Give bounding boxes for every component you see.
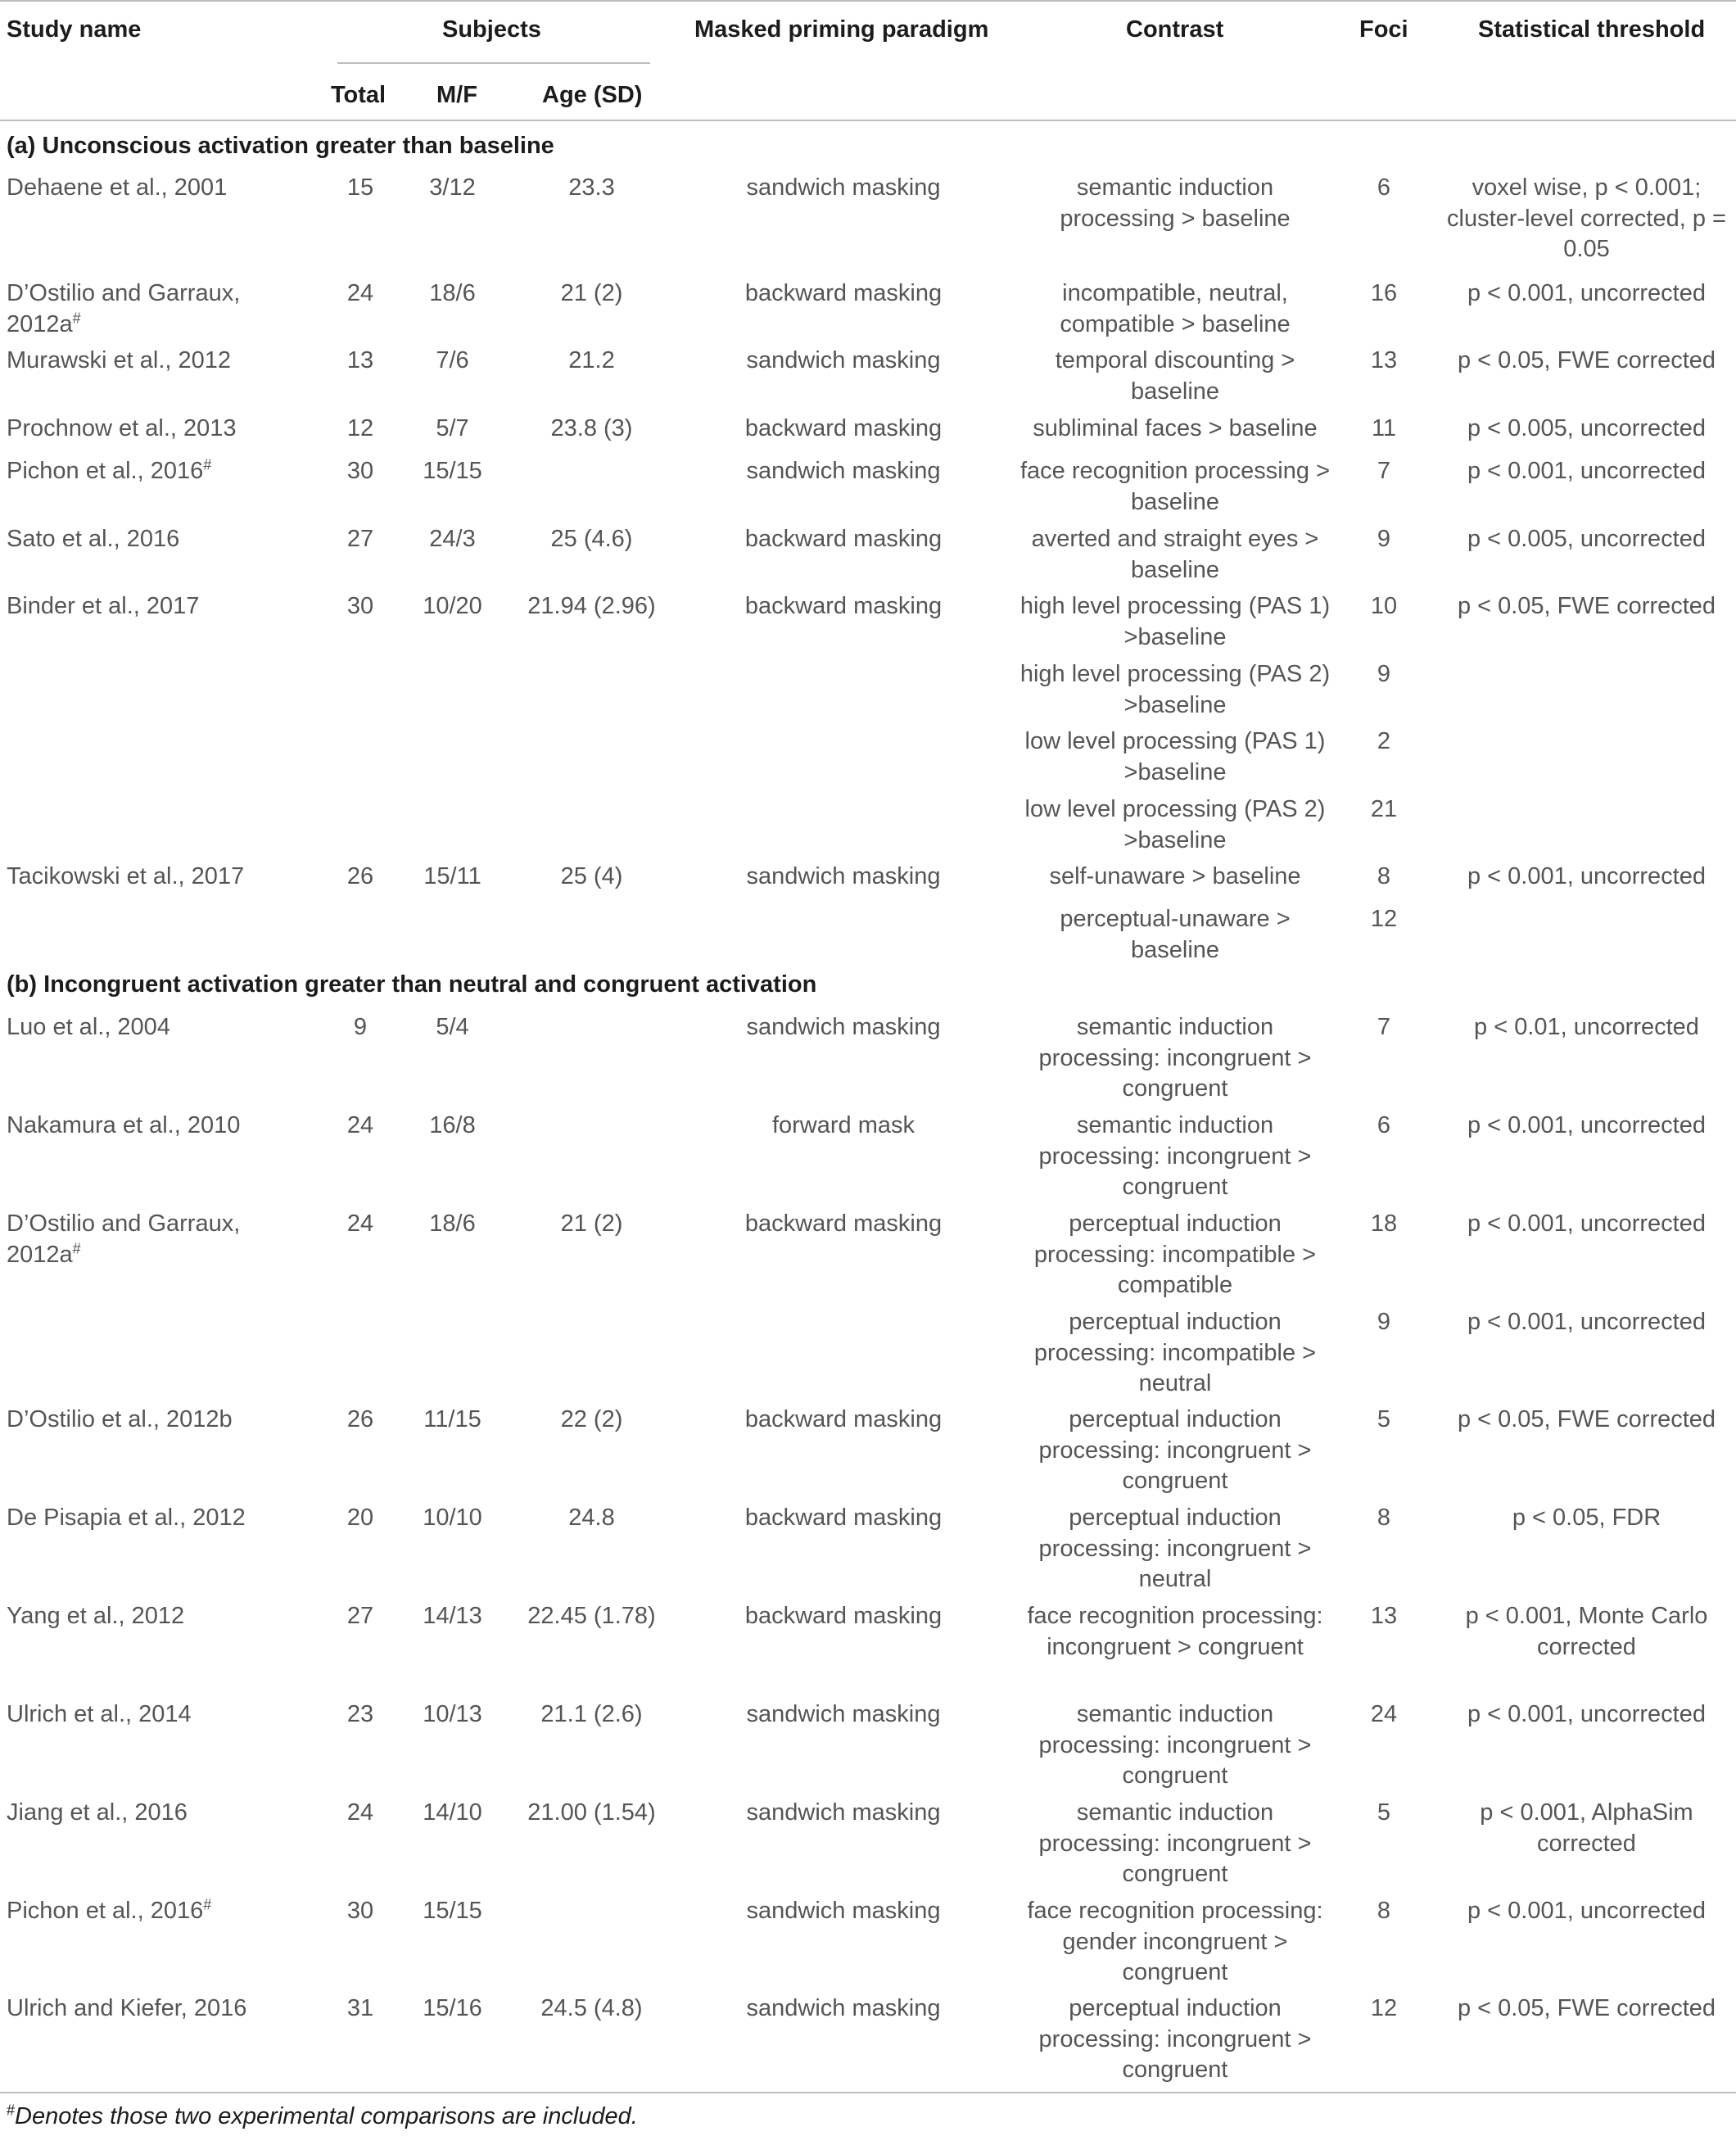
threshold-cell: p < 0.001, uncorrected: [1467, 1309, 1706, 1335]
total-cell: 27: [346, 526, 374, 552]
total-cell: 26: [346, 1406, 374, 1432]
study-name-cell: Sato et al., 2016: [7, 526, 180, 552]
contrast-cell: semantic induction processing: incongruent > congruent: [1038, 1799, 1312, 1887]
paradigm-cell: backward masking: [744, 415, 943, 441]
study-name-cell: Binder et al., 2017: [7, 593, 200, 619]
threshold-cell: p < 0.001, uncorrected: [1467, 458, 1706, 484]
contrast-cell: perceptual induction processing: incompatible > compatible: [1033, 1211, 1317, 1298]
section-title-b: (b) Incongruent activation greater than neutral and congruent activation: [7, 971, 817, 998]
threshold-cell: p < 0.005, uncorrected: [1467, 526, 1706, 552]
threshold-cell: p < 0.01, uncorrected: [1474, 1014, 1699, 1040]
study-name-cell: Pichon et al., 2016#: [7, 1896, 212, 1924]
foci-cell: 18: [1370, 1211, 1398, 1237]
study-name-cell: D’Ostilio and Garraux, 2012a#: [7, 280, 241, 337]
total-cell: 23: [346, 1701, 374, 1727]
threshold-cell: p < 0.001, uncorrected: [1467, 1701, 1706, 1727]
total-cell: 24: [346, 1211, 374, 1237]
footnote-mark: #: [7, 2102, 16, 2119]
threshold-cell: p < 0.001, uncorrected: [1467, 1211, 1706, 1237]
header-masked-priming-paradigm: Masked priming paradigm: [694, 16, 989, 43]
foci-cell: 7: [1377, 458, 1391, 484]
age-cell: 21.00 (1.54): [527, 1799, 656, 1826]
contrast-cell: semantic induction processing: incongruent > congruent: [1038, 1112, 1312, 1200]
footnote-text: Denotes those two experimental comparisons are included.: [15, 2103, 638, 2129]
mf-cell: 18/6: [429, 1211, 476, 1237]
paradigm-cell: sandwich masking: [746, 458, 941, 484]
foci-cell: 2: [1377, 728, 1391, 754]
threshold-cell: voxel wise, p < 0.001; cluster-level corrected, p = 0.05: [1447, 174, 1726, 262]
total-cell: 13: [346, 347, 374, 373]
contrast-cell: low level processing (PAS 2) >baseline: [1024, 796, 1326, 853]
study-name-cell: Yang et al., 2012: [7, 1603, 185, 1629]
foci-cell: 6: [1377, 174, 1391, 201]
paradigm-cell: backward masking: [744, 1406, 943, 1432]
study-name-cell: Murawski et al., 2012: [7, 347, 232, 373]
total-cell: 26: [346, 863, 374, 889]
foci-cell: 16: [1370, 280, 1398, 306]
hash-mark: #: [72, 1239, 81, 1256]
threshold-cell: p < 0.001, AlphaSim corrected: [1480, 1799, 1693, 1857]
age-cell: 23.8 (3): [550, 415, 633, 441]
paradigm-cell: sandwich masking: [746, 863, 941, 889]
paradigm-cell: backward masking: [744, 526, 943, 552]
contrast-cell: perceptual induction processing: incongruent > congruent: [1038, 1406, 1312, 1494]
mf-cell: 10/10: [423, 1505, 482, 1531]
foci-cell: 5: [1377, 1799, 1391, 1826]
contrast-cell: perceptual induction processing: incongruent > congruent: [1038, 1995, 1312, 2083]
foci-cell: 12: [1370, 906, 1398, 932]
mf-cell: 5/4: [436, 1014, 469, 1040]
mf-cell: 16/8: [429, 1112, 476, 1138]
study-name-cell: Dehaene et al., 2001: [7, 174, 228, 201]
foci-cell: 8: [1377, 1898, 1391, 1924]
paradigm-cell: sandwich masking: [746, 1799, 941, 1826]
total-cell: 24: [346, 1799, 374, 1826]
foci-cell: 10: [1370, 593, 1398, 619]
contrast-cell: face recognition processing > baseline: [1019, 458, 1331, 515]
threshold-cell: p < 0.005, uncorrected: [1467, 415, 1706, 441]
foci-cell: 9: [1377, 661, 1391, 687]
contrast-cell: low level processing (PAS 1) >baseline: [1024, 728, 1326, 785]
foci-cell: 5: [1377, 1406, 1391, 1432]
threshold-cell: p < 0.001, uncorrected: [1467, 1898, 1706, 1924]
contrast-cell: high level processing (PAS 2) >baseline: [1019, 661, 1331, 718]
study-name-cell: Tacikowski et al., 2017: [7, 863, 245, 889]
total-cell: 9: [353, 1014, 368, 1040]
contrast-cell: perceptual induction processing: incompatible > neutral: [1033, 1309, 1317, 1396]
age-cell: 21.94 (2.96): [527, 593, 656, 619]
mf-cell: 10/13: [423, 1701, 482, 1727]
threshold-cell: p < 0.05, FWE corrected: [1457, 1995, 1716, 2021]
threshold-cell: p < 0.05, FDR: [1512, 1505, 1661, 1531]
age-cell: 21.2: [568, 347, 615, 373]
foci-cell: 13: [1370, 347, 1398, 373]
header-statistical-threshold: Statistical threshold: [1478, 16, 1706, 43]
foci-cell: 21: [1370, 796, 1398, 822]
total-cell: 30: [346, 458, 374, 484]
threshold-cell: p < 0.001, uncorrected: [1467, 863, 1706, 889]
header-study-name: Study name: [7, 16, 142, 43]
foci-cell: 24: [1370, 1701, 1398, 1727]
contrast-cell: perceptual induction processing: incongruent > neutral: [1038, 1505, 1312, 1592]
paradigm-cell: sandwich masking: [746, 347, 941, 373]
total-cell: 27: [346, 1603, 374, 1629]
total-cell: 24: [346, 280, 374, 306]
mf-cell: 7/6: [436, 347, 469, 373]
foci-cell: 6: [1377, 1112, 1391, 1138]
mf-cell: 15/15: [423, 1898, 482, 1924]
total-cell: 30: [346, 593, 374, 619]
header-foci: Foci: [1359, 16, 1408, 43]
total-cell: 12: [346, 415, 374, 441]
hash-mark: #: [72, 309, 81, 326]
study-name-cell: Pichon et al., 2016#: [7, 456, 212, 484]
paradigm-cell: backward masking: [744, 1211, 943, 1237]
paradigm-cell: sandwich masking: [746, 1701, 941, 1727]
age-cell: 22.45 (1.78): [527, 1603, 656, 1629]
contrast-cell: high level processing (PAS 1) >baseline: [1019, 593, 1331, 650]
header-subjects: Subjects: [442, 16, 541, 43]
total-cell: 20: [346, 1505, 374, 1531]
hash-mark: #: [203, 456, 212, 473]
total-cell: 31: [346, 1995, 374, 2021]
study-name-cell: Jiang et al., 2016: [7, 1799, 188, 1826]
mf-cell: 24/3: [429, 526, 476, 552]
contrast-cell: face recognition processing: incongruent > congruent: [1027, 1603, 1323, 1660]
foci-cell: 11: [1371, 415, 1397, 441]
study-name-cell: Nakamura et al., 2010: [7, 1112, 241, 1138]
foci-cell: 8: [1377, 863, 1391, 889]
threshold-cell: p < 0.05, FWE corrected: [1457, 593, 1716, 619]
mf-cell: 11/15: [423, 1406, 481, 1432]
age-cell: 25 (4.6): [550, 526, 633, 552]
age-cell: 24.8: [568, 1505, 615, 1531]
contrast-cell: semantic induction processing > baseline: [1060, 174, 1291, 232]
mf-cell: 18/6: [429, 280, 476, 306]
contrast-cell: semantic induction processing: incongruent > congruent: [1038, 1701, 1312, 1789]
paradigm-cell: forward mask: [771, 1112, 915, 1138]
age-cell: 22 (2): [560, 1406, 623, 1432]
age-cell: 25 (4): [560, 863, 623, 889]
contrast-cell: face recognition processing: gender incongruent > congruent: [1027, 1898, 1323, 1985]
subjects-underline: [337, 62, 650, 64]
paradigm-cell: backward masking: [744, 593, 943, 619]
footnote: [7, 2102, 638, 2132]
mf-cell: 15/15: [423, 458, 482, 484]
contrast-cell: perceptual-unaware > baseline: [1060, 906, 1291, 963]
threshold-cell: p < 0.05, FWE corrected: [1457, 347, 1716, 373]
paradigm-cell: sandwich masking: [746, 174, 941, 201]
hash-mark: #: [203, 1896, 212, 1913]
mf-cell: 10/20: [423, 593, 482, 619]
paradigm-cell: sandwich masking: [746, 1014, 941, 1040]
study-name-cell: D’Ostilio et al., 2012b: [7, 1406, 233, 1432]
age-cell: 23.3: [568, 174, 615, 201]
total-cell: 24: [346, 1112, 374, 1138]
threshold-cell: p < 0.001, Monte Carlo corrected: [1465, 1603, 1708, 1660]
study-name-cell: Prochnow et al., 2013: [7, 415, 237, 441]
paradigm-cell: backward masking: [744, 1603, 943, 1629]
study-name-cell: Luo et al., 2004: [7, 1014, 170, 1040]
study-name-cell: De Pisapia et al., 2012: [7, 1505, 246, 1531]
contrast-cell: temporal discounting > baseline: [1055, 347, 1295, 405]
paradigm-cell: backward masking: [744, 280, 943, 306]
header-rule: [0, 120, 1736, 121]
threshold-cell: p < 0.001, uncorrected: [1467, 1112, 1706, 1138]
contrast-cell: self-unaware > baseline: [1049, 863, 1301, 889]
foci-cell: 9: [1377, 526, 1391, 552]
paradigm-cell: sandwich masking: [746, 1898, 941, 1924]
study-name-cell: Ulrich and Kiefer, 2016: [7, 1995, 247, 2021]
contrast-cell: semantic induction processing: incongruent > congruent: [1038, 1014, 1312, 1102]
threshold-cell: p < 0.001, uncorrected: [1467, 280, 1706, 306]
contrast-cell: incompatible, neutral, compatible > baseline: [1060, 280, 1291, 337]
age-cell: 21 (2): [560, 280, 623, 306]
mf-cell: 5/7: [436, 415, 469, 441]
age-cell: 21.1 (2.6): [540, 1701, 643, 1727]
paradigm-cell: backward masking: [744, 1505, 943, 1531]
threshold-cell: p < 0.05, FWE corrected: [1457, 1406, 1716, 1432]
header-age: Age (SD): [542, 82, 643, 108]
bottom-rule: [0, 2092, 1736, 2093]
contrast-cell: averted and straight eyes > baseline: [1031, 526, 1319, 583]
total-cell: 30: [346, 1898, 374, 1924]
total-cell: 15: [346, 174, 374, 201]
mf-cell: 14/10: [423, 1799, 482, 1826]
foci-cell: 7: [1377, 1014, 1391, 1040]
mf-cell: 15/16: [423, 1995, 482, 2021]
contrast-cell: subliminal faces > baseline: [1033, 415, 1318, 441]
foci-cell: 13: [1370, 1603, 1398, 1629]
foci-cell: 12: [1370, 1995, 1398, 2021]
mf-cell: 15/11: [423, 863, 481, 889]
age-cell: 24.5 (4.8): [540, 1995, 643, 2021]
paradigm-cell: sandwich masking: [746, 1995, 941, 2021]
mf-cell: 14/13: [423, 1603, 482, 1629]
header-mf: M/F: [436, 82, 477, 108]
study-name-cell: Ulrich et al., 2014: [7, 1701, 192, 1727]
foci-cell: 8: [1377, 1505, 1391, 1531]
header-total: Total: [331, 82, 387, 108]
foci-cell: 9: [1377, 1309, 1391, 1335]
mf-cell: 3/12: [429, 174, 476, 201]
study-name-cell: D’Ostilio and Garraux, 2012a#: [7, 1211, 241, 1268]
header-contrast: Contrast: [1126, 16, 1224, 43]
top-rule: [0, 0, 1736, 2]
age-cell: 21 (2): [560, 1211, 623, 1237]
section-title-a: (a) Unconscious activation greater than baseline: [7, 133, 554, 159]
